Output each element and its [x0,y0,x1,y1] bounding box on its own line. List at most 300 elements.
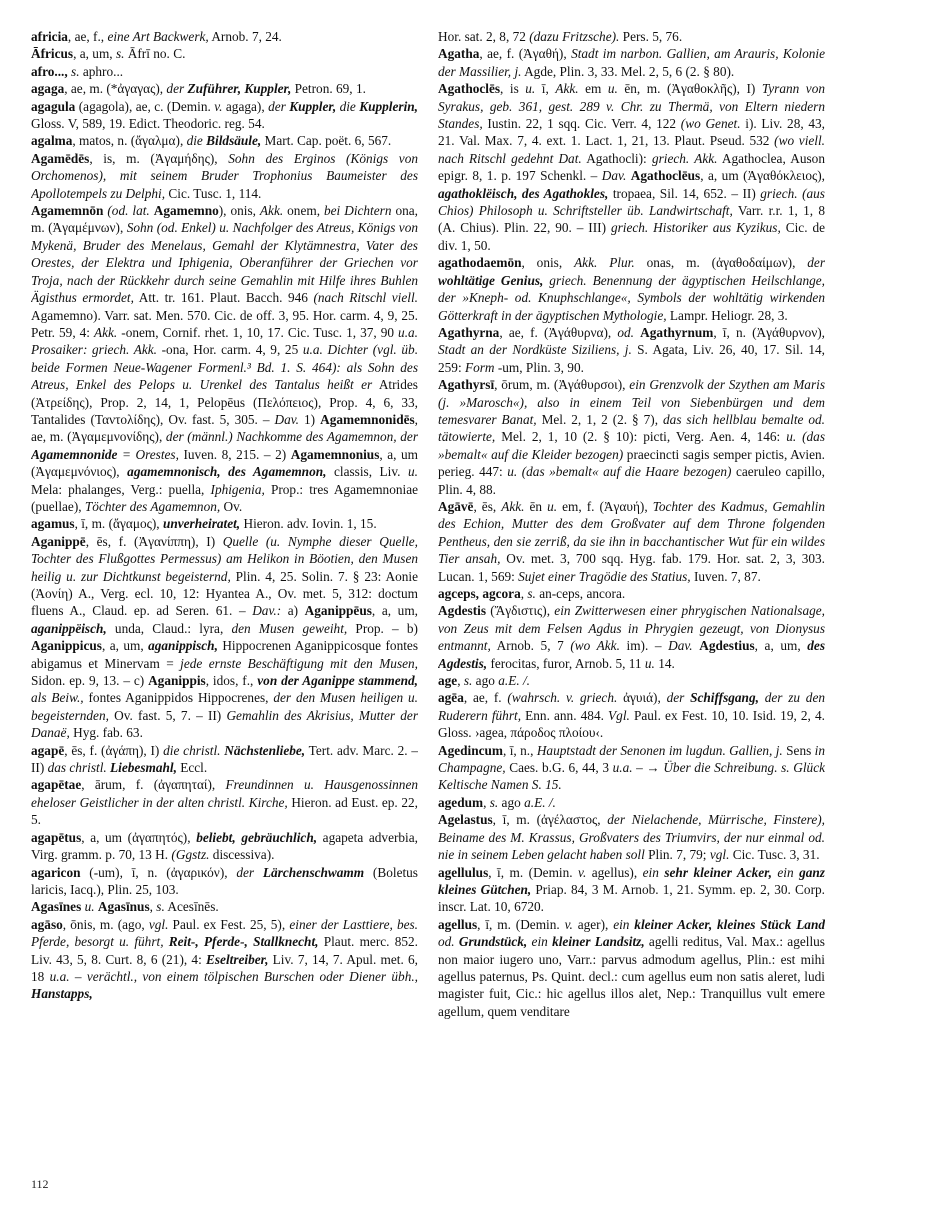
entry-text: Ov. met. 3, 700 sqq. Hyg. fab. 179. Hor. sat. 2, 3, 303. Lucan. 1, 569: [438,551,825,584]
entry-text: Bildsäule, [206,133,262,149]
entry-text: -ona, Hor. carm. 4, 9, 25 [156,342,303,358]
entry-text: od. [438,934,459,950]
headword: Agāvē [438,498,474,514]
entry-text: a.E. /. [524,794,556,810]
entry-text: classis, Liv. [326,464,409,480]
dictionary-entry [31,28,418,45]
entry-text: u. [525,81,536,97]
entry-text: jede ernste Beschäftigung mit den Musen, [180,655,418,671]
entry-text: Sujet einer Tragödie des Statius, [518,568,691,584]
entry-text: Atrides (Ἀτρείδης), Prop. 2, 14, 1, Pelopēus (Πελόπειος), Prop. 4, 6, 33, Tantalides (Ταντολίδης), Ov. fast. 5, 305. – [31,377,418,427]
entry-text: u. [408,464,418,480]
dictionary-entry [438,324,825,376]
entry-text: = Orestes, [117,446,179,462]
entry-text: griech. Akk. [651,150,718,166]
dictionary-entry [438,498,825,585]
entry-text: in Champagne, [438,742,825,776]
entry-text: S. Agata, Liv. 26, 40, 17. Sil. 14, 259: [438,342,825,375]
entry-text: Arnob. 5, 7 [490,638,571,654]
entry-text: agelli reditus, Val. Max.: agellus non maior iugero uno, Varr.: parvus admodum agellus, Plin.: est mihi agellus paternus, Ps. Quint. decl.: cum agellus eum non satis aleret, ludi magister fuit, Cic.: hic agellus illos alet, Nep.: Tranquillus vult emere agellum, quem venditare [438,934,825,1019]
entry-text: Āfrī no. C. [124,46,186,62]
entry-text: , ae, f., [67,29,108,44]
entry-text: , a, um (Ἀγαμεμνόνιος), [31,446,418,480]
entry-text: od. [617,324,634,340]
entry-text: Liv. 7, 14, 7. Apul. met. 6, 18 [31,951,418,984]
entry-text: Cic. Tusc. 1, 114. [165,185,262,201]
dictionary-entry [31,533,418,742]
entry-text: Mel. 2, 1, 2 (2. § 7), [536,411,664,427]
entry-text: , ae, f. [463,690,508,706]
headword: agapētae [31,777,82,793]
entry-text: Acesīnēs. [164,899,219,915]
dictionary-entry [31,63,418,80]
entry-text: Form [464,359,495,375]
entry-text: aganippëisch, [31,620,107,636]
headword: Agasīnes [31,899,82,915]
entry-text: Quelle (u. Nymphe dieser Quelle, Tochter des Flußgottes Permessus) am Helikon in Böotien, den Musen heilig u. zur Dichtkunst begeisternd, [31,533,418,584]
headword: agaricon [31,864,81,880]
dictionary-entry [438,585,825,602]
headword: agagula [31,98,76,114]
entry-text: , is, m. (Ἀγαμήδης), [89,150,229,166]
entry-text: Hippocrenen Aganippicosque fontes abigamus et Minervam = [31,638,418,671]
entry-text: , a, um, [754,638,808,654]
dictionary-entry [438,742,825,794]
entry-text: Akk. [501,498,525,514]
entry-text: (-um), ī, n. (ἀγαρικόν), [80,864,237,880]
headword: age [438,673,458,689]
entry-text: die [186,133,207,149]
dictionary-entry [438,864,825,916]
entry-text: agamemnonisch, des Agamemnon, [127,464,327,480]
entry-text: Mart. Cap. poët. 6, 567. [261,133,392,149]
entry-text: , a, um, [101,638,149,654]
entry-text: u.a. Dichter (vgl. üb. beide Formen Neue-Wagener Formenl.³ Bd. 1. S. 464): als Sohn des Atreus, Enkel des Pelops u. Urenkel des Tantalus heißt er [31,342,418,393]
entry-text: , a, um (ἀγαπητός), [81,829,197,845]
entry-text: , ēs, [473,498,502,514]
entry-text: Paul. ex Fest. 10, 10. Isid. 19, 2, 4. Gloss. ›agea, πάροδος πλοίου‹. [438,707,825,741]
entry-text: praecincti sagis semper pictis, Avien. perieg. 447: [438,446,825,480]
headword: Agasīnus [97,899,150,915]
entry-text: Akk. [555,81,579,97]
headword: agellus [438,916,478,932]
entry-text: der [236,864,263,880]
dictionary-entry [438,602,825,672]
entry-text: die christl. [163,742,225,758]
entry-text: v. [214,98,223,114]
headword: Aganippē [31,533,86,549]
dictionary-entry [438,794,825,811]
dictionary-entry [438,28,825,45]
entry-text: u.a. Prosaiker: griech. Akk. [31,324,418,358]
entry-text: , ae, m. (Ἀγαμεμνονίδης), [31,411,418,445]
entry-text: , [483,794,490,810]
right-column [438,28,825,1178]
headword: Agelastus [438,812,493,828]
entry-text: der Nielachende, Mürrische, Finstere), Beiname des M. Krassus, Großvaters des Triumvirs, der nur einmal od. nie in seinem Leben gelacht haben soll [438,812,825,863]
entry-text: 14. [654,655,675,671]
entry-text: unverheiratet, [162,516,241,532]
entry-text: Akk. [259,203,284,219]
entry-text: ein Grenzvolk der Szythen am Maris (j. »Marosch«), also in einem Teil von Siebenbürgen und dem temesvarer Banat, [438,377,825,427]
entry-text: vgl. [709,847,730,863]
entry-text: unda, Claud.: lyra, [106,620,232,636]
entry-text: (wo viell. nach Ritschl gedehnt Dat. [438,133,825,166]
entry-text: , a, um (Ἀγαθόκλειος), [700,168,825,184]
entry-text: ona, m. (Ἀγαμέμνων), [31,203,418,236]
entry-text: Freundinnen u. Hausgenossinnen eheloser Geistlicher in der alten christl. Kirche, [31,777,418,810]
entry-text: Ov. [220,498,243,514]
headword: Agamemnōn [31,203,104,219]
entry-text: ein [613,916,635,932]
entry-text: Tert. adv. Marc. 2. – II) [31,742,418,776]
headword: Agamēdēs [31,150,90,166]
entry-text: kleiner Landsitz, [552,934,645,950]
entry-text: Dav.: [252,603,282,619]
page-number: 112 [31,1177,49,1191]
entry-text: s. [156,899,165,915]
entry-text: Cic. Tusc. 3, 31. [729,847,820,863]
entry-text: u.a. – verächtl., von einem tölpischen Burschen oder Diener übh., [49,968,418,984]
entry-text: der [166,81,188,97]
entry-text: Eseltreiber, [206,951,269,967]
entry-text: Hieron. adv. Iovin. 1, 15. [240,516,377,532]
headword: agamus [31,516,75,532]
dictionary-entry [31,515,418,532]
headword: agalma [31,133,73,149]
entry-text: das sich hellblau bemalte od. tätowierte, [438,411,825,445]
entry-text: a.E. /. [498,673,530,689]
headword: Aganippis [148,673,206,689]
entry-text: s. [463,673,473,689]
entry-text: Priap. 84, 3 M. Arnob. 1, 21. Symm. ep. 2, 30. Corp. inscr. Lat. 10, 6720. [438,881,825,915]
entry-text: Hyg. fab. 63. [69,725,143,741]
dictionary-entry [31,776,418,828]
dictionary-entry [438,811,825,863]
dictionary-entry [31,829,418,864]
entry-text: kleiner Acker, kleines Stück Land [634,916,825,932]
entry-text: s. [71,63,80,79]
entry-text: Prop.: tres Agamemnoniae (puellae), [31,481,418,514]
headword: Agatha [438,46,480,62]
entry-text: Kupplerin, [359,98,418,114]
entry-text: der [807,255,825,271]
entry-text: Gemahlin des Akrisius, Mutter der Danaë, [31,707,418,741]
entry-text: Hor. sat. 2, 8, 72 [438,29,530,44]
entry-text: u. [84,899,95,915]
headword: Agdestis [438,603,487,619]
entry-text: em, f. (Ἀγαυή), [557,498,653,514]
entry-text: Prop. – b) [347,620,418,636]
entry-text: Nächstenliebe, [224,742,306,758]
headword: Agathoclēs [438,81,501,97]
entry-text: beliebt, gebräuchlich, [196,829,318,845]
entry-text: (wahrsch. v. griech. [507,690,618,706]
dictionary-entry [31,742,418,777]
headword: agellulus [438,864,489,880]
entry-text: Agathocli): [581,150,652,166]
entry-text: eine Art Backwerk, [107,29,209,44]
dictionary-entry [31,45,418,62]
entry-text: agathoklëisch, des Agathokles, [438,185,609,201]
headword: Agamemnonius [290,446,380,462]
entry-text: ago [498,794,525,810]
entry-text: Gloss. V, 589, 19. Edict. Theodoric. reg. 54. [31,116,265,132]
entry-text: , [520,586,528,601]
entry-text: Dav. [274,411,300,427]
entry-text: der [666,690,691,706]
entry-text: ī, [535,81,556,97]
entry-text: der den Musen heiligen u. begeisternden, [31,690,418,723]
entry-text: (Ggstz. [171,847,210,863]
dictionary-entry [31,898,418,915]
entry-text: als Beiw., [31,690,84,706]
entry-text: von der Aganippe stammend, [257,673,418,689]
entry-text: , ēs, f. (Ἀγανίππη), I) [85,533,223,549]
entry-text: einer der Lasttiere, bes. Pferde, besorgt u. führt, [31,916,418,950]
entry-text: Iuven. 8, 215. – 2) [178,446,291,462]
dictionary-entry [31,98,418,133]
dictionary-entry [31,916,418,1003]
entry-text: (Ἄγδιστις), [486,603,555,619]
entry-text: sehr kleiner Acker, [664,864,772,880]
entry-text: vgl. [148,916,169,932]
entry-text: ein [771,864,800,880]
entry-text: , matos, n. (ἄγαλμα), [72,133,187,149]
entry-text: Dav. [668,638,693,654]
entry-text: Kuppler, [289,98,337,114]
entry-text: Petron. 69, 1. [291,81,366,97]
headword: Agdestius [699,638,755,654]
entry-text: Lärchenschwamm [262,864,365,880]
entry-text: s. [527,586,536,601]
dictionary-entry [438,80,825,254]
entry-text: bei Dichtern [324,203,392,219]
entry-text: agellus), [586,864,643,880]
entry-text: an-ceps, ancora. [535,586,626,601]
entry-text: Töchter des Agamemnon, [84,498,221,514]
entry-text: Hauptstadt der Senonen im lugdun. Gallien, j. [536,742,783,758]
entry-text: Mela: phalanges, Verg.: puella, [31,481,211,497]
entry-text: tropaea, Sil. 14, 652. – II) [608,185,761,201]
entry-text: ein [642,864,665,880]
dictionary-entry [438,45,825,80]
headword: Agathyrsī [438,377,495,393]
entry-text: (nach Ritschl viell. [313,290,418,306]
entry-text: , [457,673,464,689]
entry-text: , ī, m. (Demin. [488,864,579,880]
entry-text: Zuführer, Kuppler, [187,81,292,97]
entry-text: v. [578,864,587,880]
entry-text: , ī, n. (Ἀγάθυρνον), [713,324,825,340]
entry-text: , is [500,81,526,97]
dictionary-entry [31,80,418,97]
entry-text: des Agdestis, [438,638,825,671]
entry-text: Tyrann von Syrakus, geb. 361, gest. 289 v. Chr. zu Thermä, von Eltern niedern Standes, [438,81,825,132]
entry-text: aganippisch, [148,638,218,654]
entry-text: die [336,98,360,114]
entry-text: Eccl. [176,760,208,776]
entry-text: im). – [619,638,669,654]
entry-text: s. [489,794,499,810]
dictionary-entry [438,916,825,1020]
entry-text: 1) [299,411,321,427]
dictionary-entry [438,376,825,498]
entry-text: Paul. ex Fest. 25, 5), [168,916,290,932]
entry-text: , ī, m. (ἀγέλαστος, [492,812,608,828]
entry-text: Dav. [601,168,627,184]
headword: agapētus [31,829,82,845]
entry-text: ein Zwitterwesen einer phrygischen Nationalsage, von Zeus mit dem Felsen Agdus in Phrygien gezeugt, von Dionysus entmannt, [438,603,825,654]
entry-text: aphro... [79,63,124,79]
entry-text: ein [527,934,553,950]
headword: Aganippicus [31,638,102,654]
entry-text: Att. tr. 161. Plaut. Bacch. 946 [133,290,314,306]
entry-text: , [149,899,157,915]
entry-text: -um, Plin. 3, 90. [494,359,584,375]
entry-text: ganz kleines Gütchen, [438,864,825,897]
entry-text: u. (das »bemalt« auf die Kleider bezogen) [438,429,825,462]
headword: africia [31,29,68,44]
entry-text: Plin. 4, 25. Solin. 7. § 23: Aonie (Ἀονίη) A., Verg. ecl. 10, 12: Hyantea A., Ov. met. 5, 312: doctum fluens A., Claud. ep. ad Seren. 61. – [31,568,418,619]
entry-text: Arnob. 7, 24. [208,29,282,44]
entry-text: , ae, f. (Ἀγάθυρνα), [499,324,618,340]
entry-text: , ī, m. (ἄγαμος), [74,516,163,532]
entry-text: griech. (aus Chios) Philosoph u. Schriftsteller üb. Landwirtschaft, [438,185,825,219]
entry-text: griech. Historiker aus Kyzikus, [610,220,781,236]
entry-text: Sens [782,742,815,758]
dictionary-entry [438,672,825,689]
entry-text: (agagola), ae, c. (Demin. [75,98,215,114]
headword: afro..., [31,63,68,79]
entry-text: , a, um, [371,603,418,619]
headword: agceps, agcora [438,586,521,601]
entry-text: griech. Benennung der ägyptischen Heilschlange, der »Kneph- od. Knuphschlange«, Symbols der wohltätig wirkenden Götterkraft in der ägyptischen Mythologie, [438,272,825,323]
entry-text: u. (das »bemalt« auf die Haare bezogen) [507,464,732,480]
entry-text: ēn, m. (Ἀγαθοκλῆς), I) [617,81,762,97]
entry-text: Tochter des Kadmus, Gemahlin des Echion, Mutter des dem Großvater auf dem Throne folgenden Pentheus, den sie zerriß, da sie ihn in bacchantischer Wut für ein wildes Tier ansah, [438,498,825,567]
entry-text: (Boletus laricis, Iacq.), Plin. 25, 103. [31,864,418,897]
entry-text: Schiffsgang, [690,690,759,706]
entry-text: , ī, n., [503,742,537,758]
entry-text: onas, m. (ἀγαθοδαίμων), [634,255,808,271]
entry-text: Stadt an der Nordküste Siziliens, j. [438,342,632,358]
entry-text: Iustin. 22, 1 sqq. Cic. Verr. 4, 122 [482,116,681,132]
headword: agēa [438,690,464,706]
entry-text: ēn [524,498,548,514]
dictionary-entry [438,254,825,324]
entry-text: , onis, [521,255,575,271]
entry-text: , idos, f., [205,673,258,689]
headword: Agamemnonidēs [320,411,415,427]
entry-text: , ēs, f. (ἀγάπη), I) [64,742,164,758]
entry-text: Liebesmahl, [110,760,177,776]
headword: agapē [31,742,65,758]
entry-text: der (männl.) Nachkomme des Agamemnon, der [165,429,418,445]
dictionary-entry [31,150,418,202]
entry-text: -onem, Cornif. rhet. 1, 10, 17. Cic. Tusc. 1, 37, 90 [117,324,399,340]
entry-text: (od. lat. [107,203,150,219]
entry-text: em [578,81,608,97]
entry-text: caeruleo capillo, Plin. 4, 88. [438,464,825,497]
entry-text: , ī, m. (Demin. [477,916,565,932]
headword: Āfricus [31,46,74,62]
entry-text: der [268,98,290,114]
headword: agaga [31,81,65,97]
entry-text: das christl. [47,760,111,776]
entry-text: Varr. r.r. 1, 1, 8 (A. Chius). Plin. 22, 90. – III) [438,203,825,236]
entry-text: (wo Genet. [680,116,741,132]
entry-text: Agathoclea, Auson epigr. 8, 1. p. 197 Schenkl. – [438,150,825,184]
entry-text: Agde, Plin. 3, 33. Mel. 2, 5, 6 (2. § 80). [521,63,735,79]
entry-text: (dazu Fritzsche). [529,29,620,44]
entry-text: ager), [572,916,614,932]
headword: Agathoclēus [630,168,701,184]
entry-text: , ōnis, m. (ago, [62,916,149,932]
entry-text: Sohn (od. Enkel) u. Nachfolger des Atreus, Königs von Mykenä, Bruder des Menelaus, Gemahl der Klytämnestra, Vater des Orestes, der Elektra und Iphigenia, Oberanführer der Griechen vor Troja, nach der Rückkehr durch seine Gemahlin mit Hilfe ihres Buhlen Ägisthus ermordet, [31,220,418,306]
entry-text: wohltätige Genius, [438,272,544,288]
entry-text: fontes Aganippidos Hippocrenes, [83,690,274,706]
entry-text: Plin. 7, 79; [644,847,710,863]
headword: Agedincum [438,742,504,758]
entry-text: den Musen geweiht, [231,620,348,636]
entry-text: u. [607,81,618,97]
entry-text: Lampr. Heliogr. 28, 3. [666,307,788,323]
entry-text: u.a. – → Über die Schreibung. s. Glück Keltische Namen S. 15. [438,760,825,793]
entry-text: i). Liv. 28, 43, 21. Val. Max. 7, 4. ext. 1. Lact. 1, 21, 13. Plaut. Pseud. 532 [438,116,825,149]
entry-text: Plaut. merc. 852. Liv. 43, 5, 8. Curt. 8, 6 (21), 4: [31,934,418,967]
headword: agathodaemōn [438,255,522,271]
entry-text: Akk. Plur. [574,255,635,271]
entry-text: ἀγυιά), [617,690,667,706]
entry-text: Pers. 5, 76. [619,29,683,44]
entry-text: Grundstück, [458,934,528,950]
entry-text: Sohn des Erginos (Königs von Orchomenos), mit seinem Bruder Trophonius Baumeister des Apollotempels zu Delphi, [31,150,418,201]
entry-text: Vgl. [608,707,630,723]
entry-text: (wo Akk. [570,638,620,654]
entry-text: , ae, f. (Ἀγαθή), [479,46,572,62]
entry-text: u. [644,655,655,671]
dictionary-entry [438,689,825,741]
entry-text: discessiva). [209,847,275,863]
entry-text: , ārum, f. (ἀγαπηταί), [81,777,226,793]
entry-text: a) [281,603,305,619]
entry-text: Reit-, Pferde-, Stallknecht, [168,934,319,950]
entry-text: agaga), [222,98,269,114]
entry-text: agapeta adverbia, Virg. gramm. p. 70, 13 H. [31,829,418,863]
entry-text: Ov. fast. 5, 7. – II) [108,707,227,723]
entry-text: Iphigenia, [210,481,265,497]
headword: Agathyrnum [640,324,714,340]
entry-text: , ōrum, m. (Ἀγάθυρσοι), [494,377,630,393]
dictionary-entry [31,132,418,149]
headword: Agamemno [153,203,219,219]
entry-text: Hieron. ad Eust. ep. 22, 5. [31,794,418,828]
entry-text: Stadt im narbon. Gallien, am Arauris, Kolonie der Massilier, j. [438,46,825,79]
entry-text: ferocitas, furor, Arnob. 5, 11 [487,655,645,671]
entry-text: Agamemno). Varr. sat. Men. 570. Cic. de off. 3, 95. Hor. carm. 4, 9, 25. Petr. 59, 4: [31,307,418,340]
entry-text: onem, [283,203,324,219]
entry-text: u. [547,498,558,514]
entry-text: v. [564,916,573,932]
entry-text: Iuven. 7, 87. [690,568,761,584]
entry-text: Akk. [94,324,118,340]
entry-text: der zu den Ruderern führt, [438,690,825,723]
entry-text: Mel. 2, 1, 10 (2. § 10): picti, Verg. Aen. 4, 146: [495,429,787,445]
left-column [31,28,418,1178]
headword: agedum [438,794,484,810]
entry-text: , ae, m. (*ἀγαγας), [64,81,167,97]
